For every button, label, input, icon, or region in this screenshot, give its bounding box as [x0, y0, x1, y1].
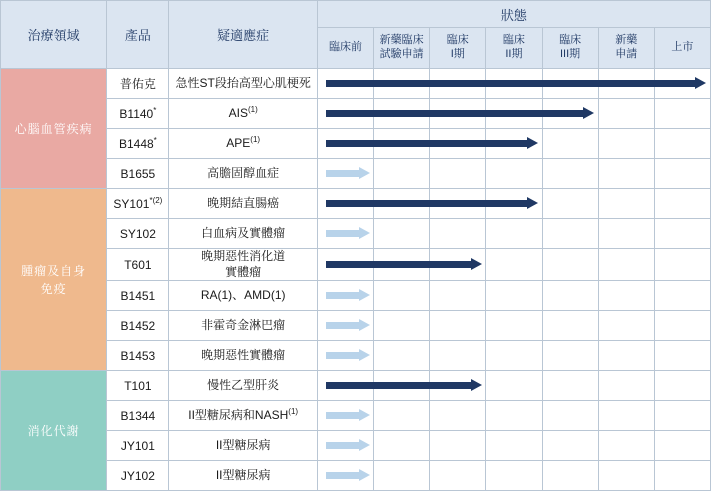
stage-cell-1 [374, 249, 430, 281]
stage-cell-0 [317, 99, 373, 129]
stage-cell-1 [374, 401, 430, 431]
stage-cell-2 [430, 431, 486, 461]
stage-cell-6 [654, 129, 710, 159]
stage-cell-6 [654, 461, 710, 491]
stage-cell-3 [486, 311, 542, 341]
header-indication: 疑適應症 [169, 1, 317, 69]
stage-cell-3 [486, 189, 542, 219]
indication-cell: 慢性乙型肝炎 [169, 371, 317, 401]
header-product: 產品 [107, 1, 169, 69]
stage-cell-5 [598, 431, 654, 461]
table-row [1, 401, 711, 431]
stage-cell-5 [598, 461, 654, 491]
indication-cell: 非霍奇金淋巴瘤 [169, 311, 317, 341]
product-cell: JY101 [107, 431, 169, 461]
table-row [1, 249, 711, 281]
table-row [1, 311, 711, 341]
stage-cell-0 [317, 431, 373, 461]
stage-cell-2 [430, 401, 486, 431]
indication-cell: 晚期結直腸癌 [169, 189, 317, 219]
area-cell: 消化代謝 [1, 371, 107, 491]
header-stage-4: 臨床 III期 [542, 28, 598, 69]
stage-cell-1 [374, 461, 430, 491]
area-cell: 心腦血管疾病 [1, 69, 107, 189]
stage-cell-5 [598, 219, 654, 249]
stage-cell-3 [486, 69, 542, 99]
stage-cell-6 [654, 99, 710, 129]
stage-cell-6 [654, 341, 710, 371]
stage-cell-2 [430, 69, 486, 99]
stage-cell-5 [598, 249, 654, 281]
area-cell: 腫瘤及自身 免疫 [1, 189, 107, 371]
table-row [1, 159, 711, 189]
stage-cell-6 [654, 281, 710, 311]
stage-cell-1 [374, 311, 430, 341]
header-stage-3: 臨床 II期 [486, 28, 542, 69]
stage-cell-6 [654, 311, 710, 341]
stage-cell-5 [598, 189, 654, 219]
table-header [1, 1, 711, 69]
stage-cell-4 [542, 311, 598, 341]
product-cell: B1448* [107, 129, 169, 159]
stage-cell-4 [542, 189, 598, 219]
stage-cell-4 [542, 371, 598, 401]
stage-cell-5 [598, 311, 654, 341]
stage-cell-0 [317, 371, 373, 401]
stage-cell-2 [430, 341, 486, 371]
stage-cell-4 [542, 401, 598, 431]
stage-cell-5 [598, 341, 654, 371]
indication-cell: II型糖尿病 [169, 431, 317, 461]
product-cell: 普佑克 [107, 69, 169, 99]
header-stage-5: 新藥 申請 [598, 28, 654, 69]
stage-cell-3 [486, 401, 542, 431]
table-row [1, 219, 711, 249]
table-row [1, 99, 711, 129]
stage-cell-3 [486, 431, 542, 461]
stage-cell-6 [654, 219, 710, 249]
stage-cell-0 [317, 341, 373, 371]
stage-cell-1 [374, 189, 430, 219]
stage-cell-6 [654, 189, 710, 219]
stage-cell-3 [486, 341, 542, 371]
stage-cell-5 [598, 129, 654, 159]
stage-cell-5 [598, 371, 654, 401]
stage-cell-2 [430, 249, 486, 281]
stage-cell-4 [542, 69, 598, 99]
product-cell: JY102 [107, 461, 169, 491]
product-cell: B1655 [107, 159, 169, 189]
stage-cell-0 [317, 189, 373, 219]
stage-cell-0 [317, 461, 373, 491]
stage-cell-1 [374, 371, 430, 401]
indication-cell: 晚期惡性實體瘤 [169, 341, 317, 371]
stage-cell-4 [542, 129, 598, 159]
stage-cell-5 [598, 401, 654, 431]
table-row [1, 281, 711, 311]
stage-cell-6 [654, 249, 710, 281]
stage-cell-0 [317, 159, 373, 189]
product-cell: B1140* [107, 99, 169, 129]
stage-cell-6 [654, 159, 710, 189]
stage-cell-6 [654, 401, 710, 431]
stage-cell-1 [374, 281, 430, 311]
stage-cell-4 [542, 431, 598, 461]
stage-cell-1 [374, 159, 430, 189]
indication-cell: 高膽固醇血症 [169, 159, 317, 189]
stage-cell-5 [598, 159, 654, 189]
indication-cell: APE$^{(1)}$ [169, 129, 317, 159]
indication-cell: AIS$^{(1)}$ [169, 99, 317, 129]
stage-cell-3 [486, 129, 542, 159]
header-stage-2: 臨床 I期 [430, 28, 486, 69]
stage-cell-2 [430, 159, 486, 189]
stage-cell-1 [374, 129, 430, 159]
stage-cell-5 [598, 69, 654, 99]
stage-cell-1 [374, 99, 430, 129]
stage-cell-2 [430, 219, 486, 249]
stage-cell-4 [542, 249, 598, 281]
stage-cell-4 [542, 99, 598, 129]
header-stage-6: 上市 [654, 28, 710, 69]
stage-cell-1 [374, 431, 430, 461]
indication-cell: II型糖尿病和NASH$^{(1)}$ [169, 401, 317, 431]
stage-cell-4 [542, 159, 598, 189]
table-row [1, 189, 711, 219]
stage-cell-2 [430, 99, 486, 129]
stage-cell-3 [486, 461, 542, 491]
indication-cell: 白血病及實體瘤 [169, 219, 317, 249]
stage-cell-0 [317, 219, 373, 249]
stage-cell-2 [430, 189, 486, 219]
stage-cell-6 [654, 371, 710, 401]
product-cell: SY102 [107, 219, 169, 249]
stage-cell-1 [374, 69, 430, 99]
product-cell: B1344 [107, 401, 169, 431]
stage-cell-1 [374, 341, 430, 371]
header-status: 狀態 [317, 1, 710, 28]
stage-cell-0 [317, 69, 373, 99]
table-row [1, 341, 711, 371]
stage-cell-0 [317, 281, 373, 311]
product-cell: T601 [107, 249, 169, 281]
stage-cell-3 [486, 371, 542, 401]
table-body [1, 69, 711, 491]
header-stage-1: 新藥臨床 試驗申請 [374, 28, 430, 69]
stage-cell-3 [486, 219, 542, 249]
indication-cell: 急性ST段抬高型心肌梗死 [169, 69, 317, 99]
product-cell: T101 [107, 371, 169, 401]
stage-cell-2 [430, 371, 486, 401]
stage-cell-3 [486, 249, 542, 281]
stage-cell-2 [430, 311, 486, 341]
stage-cell-0 [317, 249, 373, 281]
indication-cell: II型糖尿病 [169, 461, 317, 491]
stage-cell-5 [598, 99, 654, 129]
stage-cell-3 [486, 99, 542, 129]
product-cell: B1451 [107, 281, 169, 311]
indication-cell: RA(1)、AMD(1) [169, 281, 317, 311]
stage-cell-6 [654, 69, 710, 99]
product-cell: B1453 [107, 341, 169, 371]
stage-cell-0 [317, 401, 373, 431]
stage-cell-5 [598, 281, 654, 311]
table-row [1, 461, 711, 491]
stage-cell-1 [374, 219, 430, 249]
stage-cell-2 [430, 281, 486, 311]
header-stage-0: 臨床前 [317, 28, 373, 69]
stage-cell-0 [317, 129, 373, 159]
product-cell: SY101$^{*(2)}$ [107, 189, 169, 219]
header-area: 治療領域 [1, 1, 107, 69]
stage-cell-6 [654, 431, 710, 461]
indication-cell: 晚期惡性消化道 實體瘤 [169, 249, 317, 281]
stage-cell-0 [317, 311, 373, 341]
stage-cell-2 [430, 129, 486, 159]
stage-cell-3 [486, 281, 542, 311]
table-row [1, 69, 711, 99]
stage-cell-4 [542, 219, 598, 249]
stage-cell-4 [542, 341, 598, 371]
stage-cell-3 [486, 159, 542, 189]
stage-cell-4 [542, 281, 598, 311]
table-row [1, 129, 711, 159]
stage-cell-4 [542, 461, 598, 491]
stage-cell-2 [430, 461, 486, 491]
product-cell: B1452 [107, 311, 169, 341]
table-row [1, 431, 711, 461]
table-row [1, 371, 711, 401]
